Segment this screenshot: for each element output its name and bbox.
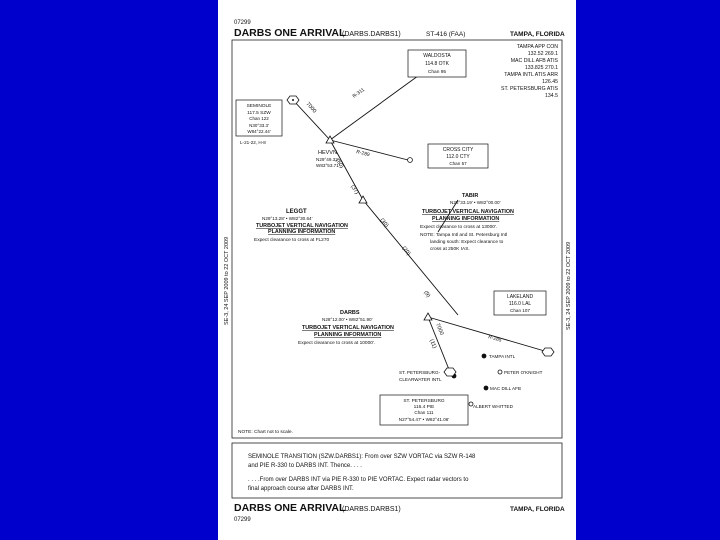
navaid-chan: Chan 57 [449,161,467,166]
navaid-freq: 116.4 PIE [413,405,435,410]
not-to-scale-note: NOTE: Chart not to scale. [238,430,293,435]
transition-line-1: SEMINOLE TRANSITION (SZW.DARBS1): From over SZW VORTAC via SZW R-148 [248,454,476,460]
navaid-box-waldosta [408,50,466,77]
distance-label: (30) [378,217,390,229]
airport-albert: ALBERT WHITTED [473,404,513,409]
navaid-lon: W84°22.44' [247,129,271,134]
turbojet-title: TURBOJET VERTICAL NAVIGATION [256,223,348,229]
frequency-block [501,44,559,99]
freq-line: TAMPA INTL ATIS ARR [504,72,558,78]
transition-line-4: final approach course after DARBS INT. [248,486,354,492]
navaid-freq: 112.0 CTY [446,154,470,160]
side-date-left: SE-3, 24 SEP 2009 to 22 OCT 2009 [224,236,230,325]
turbojet-subtitle: PLANNING INFORMATION [314,332,382,338]
footer-code: 07299 [234,517,251,523]
airport-symbol-macdill [484,386,489,391]
footer-subtitle: (DARBS.DARBS1) [342,506,401,513]
fix-name-hevvn: HEVVN [318,150,337,156]
tabir-note: Expect clearance to cross at 13000'. [420,225,498,230]
airport-symbol-tampa [482,354,487,359]
altitude-label: 7000 [304,101,318,115]
tabir-note-line: cross at 250K IAS. [430,247,470,252]
navaid-name: SEMINOLE [246,104,272,109]
fix-name-tabir: TABIR [462,193,479,199]
airport-symbol-peter [498,370,502,374]
navaid-chan: Chan 122 [249,116,269,121]
navaid-coords: N27°54.47' • W82°41.06' [398,417,450,422]
tabir-note-line: NOTE: Tampa Intl and St. Petersburg Intl [420,233,508,238]
side-date-right: SE-3, 24 SEP 2009 to 22 OCT 2009 [566,241,572,330]
freq-line: 133.825 270.1 [524,65,558,71]
radial-label: R-285 [487,334,503,344]
navaid-name: CROSS CITY [442,147,474,153]
radial-label: R-311 [351,86,366,100]
freq-line: TAMPA APP CON [516,44,558,50]
distance-label: (11) [428,338,438,350]
vortac-symbol-seminole [287,96,299,104]
vortac-symbol-lakeland [542,348,554,356]
fix-triangle-leggt [359,196,367,203]
navaid-name: ST. PETERSBURG [403,399,445,404]
navaid-name: LAKELAND [506,294,534,300]
freq-line: ST. PETERSBURG ATIS [501,86,558,92]
transition-line-2: and PIE R-330 to DARBS INT. Thence. . . . [248,463,362,469]
chart-code-top: 07299 [234,20,251,26]
chart-sheet [218,0,576,540]
navaid-name: WALDOSTA [423,53,451,59]
chart-title: DARBS ONE ARRIVAL [234,27,346,39]
chart-location: TAMPA, FLORIDA [510,31,565,38]
airport-stpete: ST. PETERSBURG- [399,370,441,375]
navaid-lat: N30°33.3' [249,123,269,128]
navaid-box-lakeland [494,291,546,315]
freq-line: MAC DILL AFB ATIS [510,58,558,64]
distance-label: (60) [334,158,345,170]
chart-id: ST-416 (FAA) [426,31,466,38]
footer-location: TAMPA, FLORIDA [510,506,565,513]
fix-lon-hevvn: W83°53.71' [316,163,340,168]
freq-line: 134.5 [545,93,558,99]
distance-label: (9) [422,289,431,299]
fix-coords-leggt: N29°13.28' • W82°30.64' [262,216,313,221]
turbojet-title: TURBOJET VERTICAL NAVIGATION [302,325,394,331]
navaid-freq: 114.8 OTK [425,61,449,67]
navaid-freq: 117.5 SZW [247,111,271,116]
turbojet-subtitle: PLANNING INFORMATION [432,216,500,222]
navaid-box-crosscity [428,144,488,168]
vor-symbol-crosscity [408,158,413,163]
fix-name-darbs: DARBS [340,310,360,316]
navaid-box-stpete [380,395,468,425]
transition-line-3: . . . .From over DARBS INT via PIE R-330 to PIE VORTAC. Expect radar vectors to [248,477,469,483]
navaid-box-seminole [236,100,282,136]
airport-peter: PETER O'KNIGHT [504,370,543,375]
tabir-note-line: landing south: Expect clearance to [430,240,504,245]
airport-macdill: MAC DILL AFB [490,386,521,391]
arrival-chart [218,0,576,540]
airport-tampa: TAMPA INTL [489,354,516,359]
fix-coords-darbs: N28°12.00' • W82°51.90' [322,317,373,322]
leggt-note: Expect clearance to cross at FL270 [254,238,330,243]
distance-label: (20) [400,245,412,257]
airport-stpete-line2: CLEARWATER INTL [399,377,442,382]
freq-line: 126.45 [542,79,558,85]
navaid-chan: Chan 107 [510,308,530,313]
turbojet-subtitle: PLANNING INFORMATION [268,229,336,235]
chart-subtitle: (DARBS.DARBS1) [342,31,401,38]
freq-line: 132.52 269.1 [527,51,558,57]
radial-label: R-289 [355,149,371,159]
fix-name-leggt: LEGGT [286,209,307,215]
navaid-freq: 116.0 LAL [508,301,532,307]
darbs-note: Expect clearance to cross at 10000'. [298,341,376,346]
fix-coords-tabir: N28°33.19' • W82°00.00' [450,200,501,205]
seminole-chart-ref: L-21-22, H-8 [240,140,266,145]
turbojet-title: TURBOJET VERTICAL NAVIGATION [422,209,514,215]
navaid-chan: Chan 95 [427,70,447,75]
distance-label: (37) [349,184,360,196]
footer-title: DARBS ONE ARRIVAL [234,502,346,514]
fix-lat-hevvn: N29°49.32' [316,157,339,162]
vortac-symbol-pie [444,368,456,376]
fix-triangle-darbs [424,313,432,320]
altitude-label: 7000 [434,322,445,337]
navaid-chan: Chan 111 [414,410,434,415]
